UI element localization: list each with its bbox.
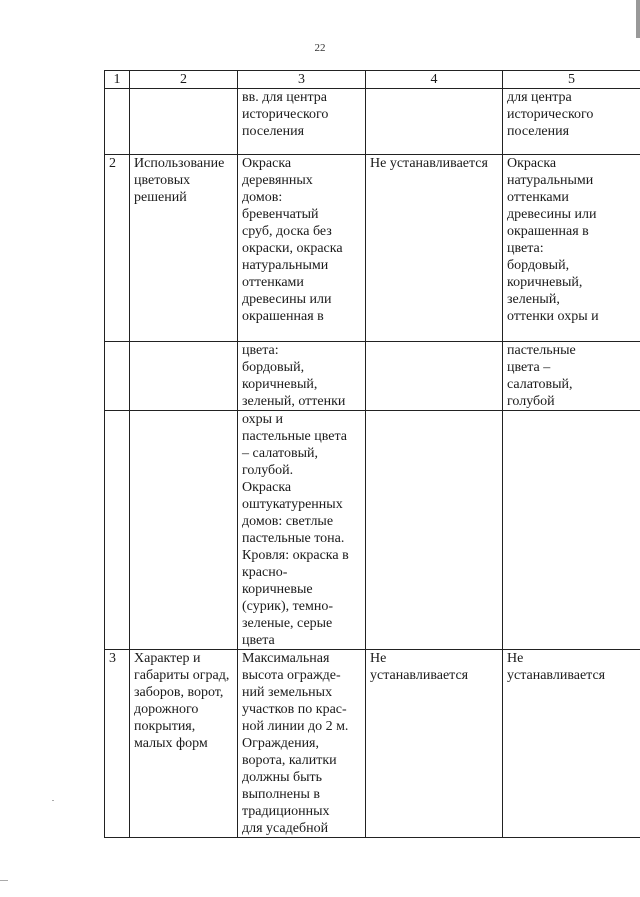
row-col3-cell: цвета: бордовый, коричневый, зеленый, оттенки <box>238 342 366 411</box>
row-col3-cell: вв. для центра исторического поселения <box>238 89 366 155</box>
header-cell: 3 <box>238 71 366 89</box>
row-number-cell: 3 <box>105 650 130 838</box>
row-number-cell <box>105 89 130 155</box>
row-col3-cell: охры и пастельные цвета – салатовый, голубой. Окраска оштукатуренных домов: светлые пастельные тона. Кровля: окраска в красно- коричневые (сурик), темно- зеленые, серые цвета <box>238 411 366 650</box>
row-number-cell <box>105 411 130 650</box>
row-number-cell <box>105 342 130 411</box>
header-cell: 5 <box>503 71 640 89</box>
page-number: 22 <box>314 42 326 54</box>
row-col5-cell: пастельные цвета – салатовый, голубой <box>503 342 640 411</box>
row-col5-cell: Окраска натуральными оттенками древесины или окрашенная в цвета: бордовый, коричневый, зеленый, оттенки охры и <box>503 155 640 342</box>
scan-speck <box>0 880 8 881</box>
row-name-cell: Характер и габариты оград, заборов, ворот, дорожного покрытия, малых форм <box>130 650 238 838</box>
table-row <box>105 342 640 411</box>
row-name-cell <box>130 342 238 411</box>
table-row <box>105 650 640 838</box>
row-name-cell <box>130 411 238 650</box>
row-col4-cell <box>366 411 503 650</box>
table-row <box>105 89 640 155</box>
row-col3-cell: Максимальная высота огражде- ний земельных участков по крас- ной линии до 2 м. Ограждения, ворота, калитки должны быть выполнены в традиционных для усадебной <box>238 650 366 838</box>
row-col4-cell: Не устанавливается <box>366 155 503 342</box>
table-row <box>105 411 640 650</box>
document-table <box>104 70 640 838</box>
scan-speck <box>52 800 54 801</box>
header-cell: 1 <box>105 71 130 89</box>
scan-edge <box>636 0 640 38</box>
row-col5-cell: для центра исторического поселения <box>503 89 640 155</box>
row-col4-cell: Не устанавливается <box>366 650 503 838</box>
row-number-cell: 2 <box>105 155 130 342</box>
header-cell: 4 <box>366 71 503 89</box>
row-col5-cell: Не устанавливается <box>503 650 640 838</box>
row-col4-cell <box>366 342 503 411</box>
row-name-cell <box>130 89 238 155</box>
row-col4-cell <box>366 89 503 155</box>
table-row <box>105 155 640 342</box>
header-cell: 2 <box>130 71 238 89</box>
row-col3-cell: Окраска деревянных домов: бревенчатый сруб, доска без окраски, окраска натуральными оттенками древесины или окрашенная в <box>238 155 366 342</box>
row-name-cell: Использование цветовых решений <box>130 155 238 342</box>
table-header-row <box>105 71 640 89</box>
row-col5-cell <box>503 411 640 650</box>
